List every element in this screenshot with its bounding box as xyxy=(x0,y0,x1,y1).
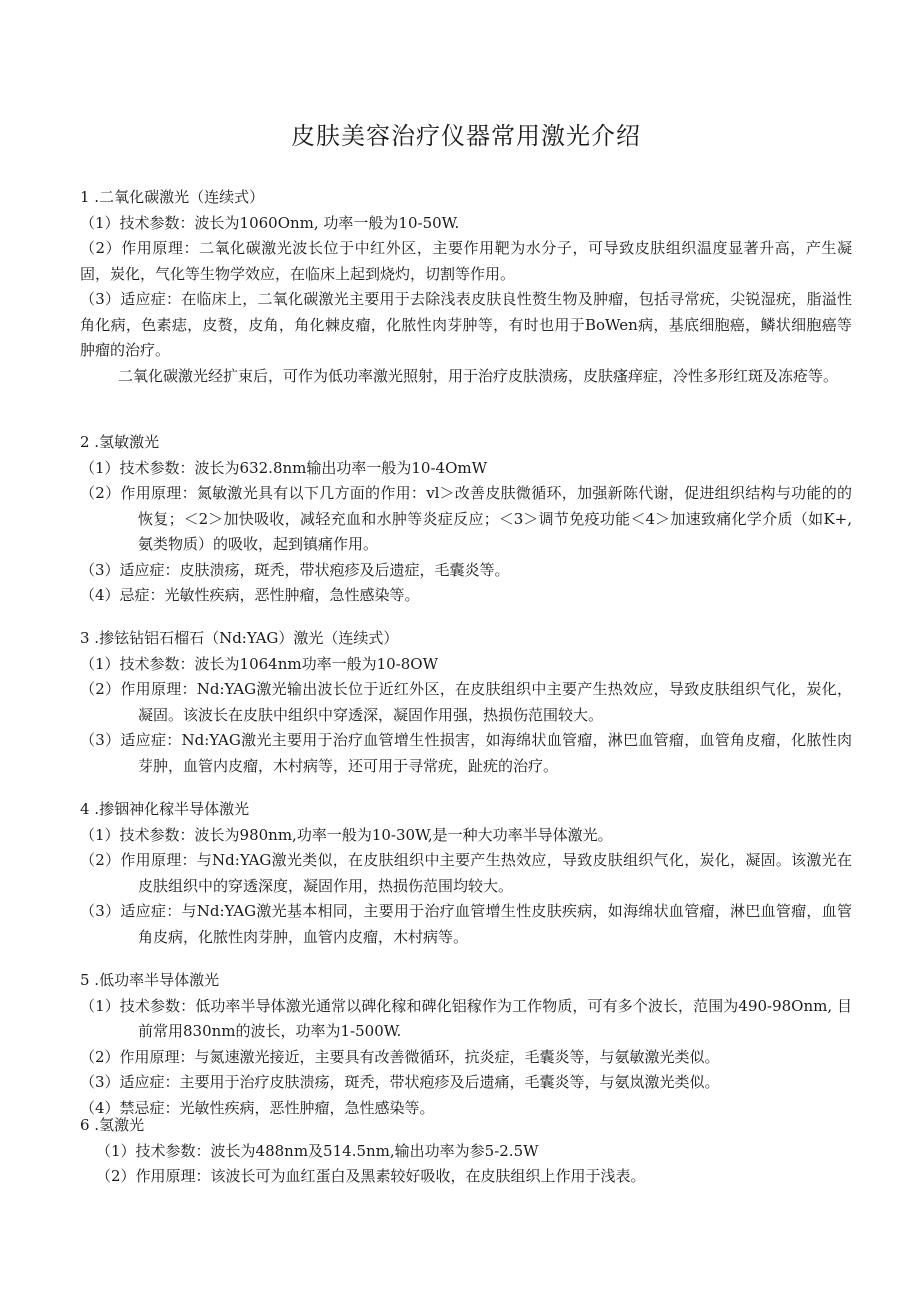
contraindications: （4）禁忌症：光敏性疾病，恶性肿瘤，急性感染等。 xyxy=(80,1098,435,1117)
contraindications: （4）忌症：光敏性疾病，恶性肿瘤，急性感染等。 xyxy=(80,586,420,604)
principle: （2）作用原理：与氮速激光接近，主要具有改善微循环，抗炎症，毛囊炎等，与氨敏激光类似。 xyxy=(80,1047,720,1066)
indications: （3）适应症：与Nd:YAG激光基本相同，主要用于治疗血管增生性皮肤疾病，如海绵状血管瘤，淋巴血管瘤，血管角皮病，化脓性肉芽肿，血管内皮瘤，木村病等。 xyxy=(80,902,852,946)
principle: （2）作用原理：二氧化碳激光波长位于中红外区，主要作用靶为水分子，可导致皮肤组织温度显著升高，产生凝固，炭化，气化等生物学效应，在临床上起到烧灼，切割等作用。 xyxy=(80,239,852,283)
section-heading: 2 .氢敏激光 xyxy=(80,433,160,451)
principle: （2）作用原理：氮敏激光具有以下几方面的作用：vl＞改善皮肤微循环，加强新陈代谢，促进组织结构与功能的的恢复；＜2＞加快吸收，减轻充血和水肿等炎症反应；＜3＞调节免疫功能＜4＞加速致痛化学介质（如K+,氨类物质）的吸收，起到镇痛作用。 xyxy=(80,484,852,553)
section-argon-laser xyxy=(80,1113,852,1190)
indications: （3）适应症：Nd:YAG激光主要用于治疗血管增生性损害，如海绵状血管瘤，淋巴血管瘤，血管角皮瘤，化脓性肉芽肿，血管内皮瘤，木村病等，还可用于寻常疣，趾疣的治疗。 xyxy=(80,731,852,775)
section-heading: 1 .二氧化碳激光（连续式） xyxy=(80,188,265,206)
tech-params: （1）技术参数：波长为1060Onm, 功率一般为10-50W. xyxy=(80,213,460,232)
section-heading: 3 .掺铉钻铝石榴石（Nd:YAG）激光（连续式） xyxy=(80,629,399,647)
indications: （3）适应症：主要用于治疗皮肤溃疡，斑秃，带状疱疹及后遗痛，毛囊炎等，与氨岚激光类似。 xyxy=(80,1073,720,1091)
section-heading: 4 .掺铟神化稼半导体激光 xyxy=(80,800,250,818)
extra-note: 二氧化碳激光经扩束后，可作为低功率激光照射，用于治疗皮肤溃疡，皮肤瘙痒症，冷性多形红斑及冻疮等。 xyxy=(118,366,839,385)
tech-params: （1）技术参数：波长为980nm,功率一般为10-30W,是一种大功率半导体激光。 xyxy=(80,825,613,844)
tech-params: （1）技术参数：低功率半导体激光通常以碑化稼和碑化铝稼作为工作物质，可有多个波长，范围为490-98Onm, 目前常用830nm的波长，功率为1-500W. xyxy=(80,996,852,1040)
tech-params: （1）技术参数：波长为488nm及514.5nm,输出功率为参5-2.5W xyxy=(96,1141,539,1160)
indications: （3）适应症：皮肤溃疡，斑秃，带状疱疹及后遗症，毛囊炎等。 xyxy=(80,560,510,579)
section-low-power-laser xyxy=(80,968,852,1121)
section-heading: 5 .低功率半导体激光 xyxy=(80,971,220,989)
principle: （2）作用原理：与Nd:YAG激光类似，在皮肤组织中主要产生热效应，导致皮肤组织气化，炭化，凝固。该激光在皮肤组织中的穿透深度，凝固作用，热损伤范围均较大。 xyxy=(80,851,852,895)
principle: （2）作用原理：Nd:YAG激光输出波长位于近红外区，在皮肤组织中主要产生热效应，导致皮肤组织气化，炭化，凝固。该波长在皮肤中组织中穿透深，凝固作用强，热损伤范围较大。 xyxy=(80,680,852,724)
section-hene-laser xyxy=(80,430,852,609)
section-ndyag-laser xyxy=(80,626,852,779)
document-title: 皮肤美容治疗仪器常用激光介绍 xyxy=(291,122,641,150)
section-heading: 6 .氢激光 xyxy=(80,1116,145,1134)
tech-params: （1）技术参数：波长为632.8nm输出功率一般为10-4OmW xyxy=(80,458,488,477)
section-co2-laser xyxy=(80,185,852,389)
section-semiconductor-laser xyxy=(80,797,852,950)
tech-params: （1）技术参数：波长为1064nm功率一般为10-8OW xyxy=(80,654,439,673)
indications: （3）适应症：在临床上，二氧化碳激光主要用于去除浅表皮肤良性赘生物及肿瘤，包括寻常疣，尖锐湿疣，脂溢性角化病，色素痣，皮赘，皮角，角化棘皮瘤，化脓性肉芽肿等，有时也用于BoWen病，基底细胞癌，鳞状细胞癌等肿瘤的治疗。 xyxy=(80,290,852,359)
principle: （2）作用原理：该波长可为血红蛋白及黑素较好吸收，在皮肤组织上作用于浅表。 xyxy=(96,1167,646,1185)
